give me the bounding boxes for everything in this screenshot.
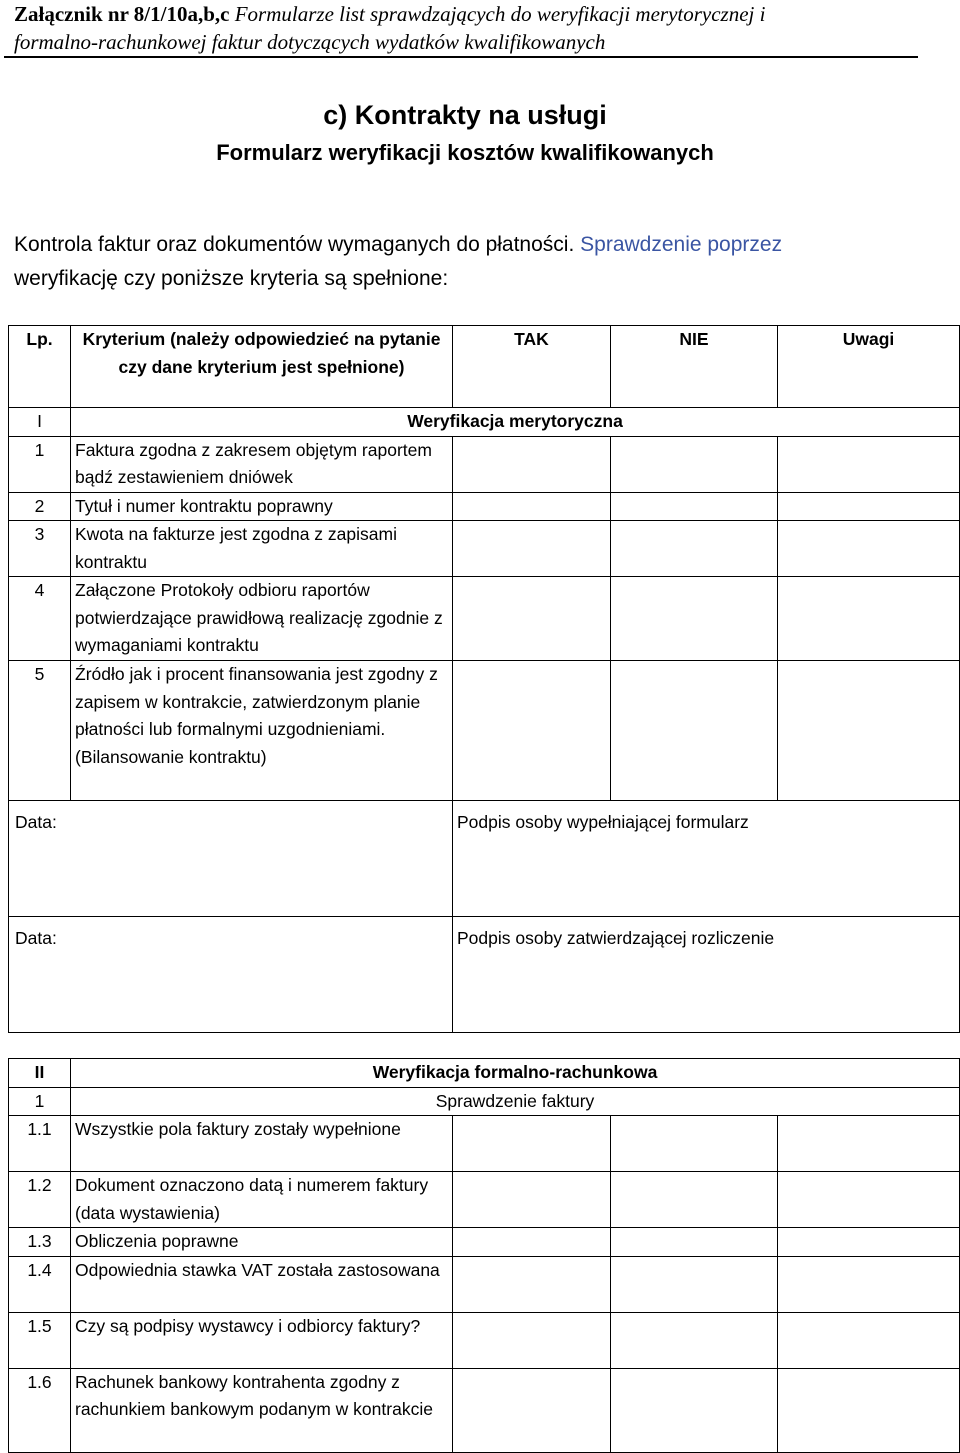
row-number: 1.5 bbox=[9, 1312, 71, 1368]
row-number: 3 bbox=[9, 521, 71, 577]
tak-cell[interactable] bbox=[453, 1228, 611, 1257]
row-criterion: Tytuł i numer kontraktu poprawny bbox=[71, 492, 453, 521]
row-number: 1.3 bbox=[9, 1228, 71, 1257]
table-row bbox=[9, 1172, 960, 1228]
section-row bbox=[9, 408, 960, 437]
table-row bbox=[9, 1116, 960, 1172]
table-row bbox=[9, 436, 960, 492]
table-row bbox=[9, 1312, 960, 1368]
section-number: I bbox=[9, 408, 71, 437]
uwagi-cell[interactable] bbox=[778, 1116, 960, 1172]
table-row bbox=[9, 1228, 960, 1257]
date-label: Data: bbox=[9, 917, 453, 1033]
nie-cell[interactable] bbox=[611, 492, 778, 521]
tak-cell[interactable] bbox=[453, 661, 611, 801]
nie-cell[interactable] bbox=[611, 1172, 778, 1228]
row-number: 2 bbox=[9, 492, 71, 521]
subsection-title: Sprawdzenie faktury bbox=[71, 1087, 960, 1116]
section-title: Weryfikacja merytoryczna bbox=[71, 408, 960, 437]
intro-paragraph bbox=[14, 228, 924, 296]
intro-text-1: Kontrola faktur oraz dokumentów wymaganych do płatności. bbox=[14, 233, 581, 256]
nie-cell[interactable] bbox=[611, 1368, 778, 1452]
nie-cell[interactable] bbox=[611, 1312, 778, 1368]
table-row bbox=[9, 577, 960, 661]
nie-cell[interactable] bbox=[611, 577, 778, 661]
tak-cell[interactable] bbox=[453, 1256, 611, 1312]
tak-cell[interactable] bbox=[453, 1368, 611, 1452]
uwagi-cell[interactable] bbox=[778, 1172, 960, 1228]
uwagi-cell[interactable] bbox=[778, 1228, 960, 1257]
row-criterion: Czy są podpisy wystawcy i odbiorcy faktury? bbox=[71, 1312, 453, 1368]
uwagi-cell[interactable] bbox=[778, 1368, 960, 1452]
col-header-uwagi: Uwagi bbox=[778, 326, 960, 408]
substantive-verification-table bbox=[8, 325, 960, 1033]
tak-cell[interactable] bbox=[453, 1312, 611, 1368]
signature-row bbox=[9, 801, 960, 917]
uwagi-cell[interactable] bbox=[778, 1256, 960, 1312]
row-criterion: Załączone Protokoły odbioru raportów potwierdzające prawidłową realizację zgodnie z wymaganiami kontraktu bbox=[71, 577, 453, 661]
tak-cell[interactable] bbox=[453, 577, 611, 661]
row-criterion: Wszystkie pola faktury zostały wypełnione bbox=[71, 1116, 453, 1172]
row-number: 4 bbox=[9, 577, 71, 661]
formal-accounting-verification-table bbox=[8, 1058, 960, 1453]
nie-cell[interactable] bbox=[611, 436, 778, 492]
section-number: II bbox=[9, 1059, 71, 1088]
document-subtitle: Formularz weryfikacji kosztów kwalifikowanych bbox=[216, 140, 714, 165]
table-row bbox=[9, 661, 960, 801]
signature-label: Podpis osoby zatwierdzającej rozliczenie bbox=[453, 917, 960, 1033]
uwagi-cell[interactable] bbox=[778, 1312, 960, 1368]
attachment-header bbox=[14, 0, 918, 56]
row-criterion: Kwota na fakturze jest zgodna z zapisami kontraktu bbox=[71, 521, 453, 577]
nie-cell[interactable] bbox=[611, 1228, 778, 1257]
intro-text-2: Sprawdzenie poprzez bbox=[580, 233, 783, 256]
signature-row bbox=[9, 917, 960, 1033]
uwagi-cell[interactable] bbox=[778, 492, 960, 521]
nie-cell[interactable] bbox=[611, 661, 778, 801]
nie-cell[interactable] bbox=[611, 1256, 778, 1312]
uwagi-cell[interactable] bbox=[778, 521, 960, 577]
table-row bbox=[9, 521, 960, 577]
intro-text-3: weryfikację czy poniższe kryteria są spełnione: bbox=[14, 267, 449, 290]
section-row bbox=[9, 1059, 960, 1088]
subsection-number: 1 bbox=[9, 1087, 71, 1116]
nie-cell[interactable] bbox=[611, 1116, 778, 1172]
attachment-title-line1: Formularze list sprawdzających do weryfikacji merytorycznej i bbox=[234, 2, 766, 26]
row-number: 1 bbox=[9, 436, 71, 492]
tak-cell[interactable] bbox=[453, 1172, 611, 1228]
row-number: 1.4 bbox=[9, 1256, 71, 1312]
table-header-row bbox=[9, 326, 960, 408]
row-number: 1.2 bbox=[9, 1172, 71, 1228]
col-header-nie: NIE bbox=[611, 326, 778, 408]
row-criterion: Dokument oznaczono datą i numerem faktury (data wystawienia) bbox=[71, 1172, 453, 1228]
row-number: 1.6 bbox=[9, 1368, 71, 1452]
subsection-row bbox=[9, 1087, 960, 1116]
tak-cell[interactable] bbox=[453, 492, 611, 521]
attachment-title-line2: formalno-rachunkowej faktur dotyczących wydatków kwalifikowanych bbox=[14, 30, 606, 54]
date-label: Data: bbox=[9, 801, 453, 917]
row-number: 5 bbox=[9, 661, 71, 801]
row-criterion: Obliczenia poprawne bbox=[71, 1228, 453, 1257]
attachment-number: Załącznik nr 8/1/10a,b,c bbox=[14, 2, 230, 26]
uwagi-cell[interactable] bbox=[778, 577, 960, 661]
row-criterion: Rachunek bankowy kontrahenta zgodny z rachunkiem bankowym podanym w kontrakcie bbox=[71, 1368, 453, 1452]
tak-cell[interactable] bbox=[453, 436, 611, 492]
row-criterion: Odpowiednia stawka VAT została zastosowana bbox=[71, 1256, 453, 1312]
header-divider bbox=[4, 56, 918, 58]
row-number: 1.1 bbox=[9, 1116, 71, 1172]
uwagi-cell[interactable] bbox=[778, 436, 960, 492]
uwagi-cell[interactable] bbox=[778, 661, 960, 801]
tak-cell[interactable] bbox=[453, 1116, 611, 1172]
nie-cell[interactable] bbox=[611, 521, 778, 577]
tak-cell[interactable] bbox=[453, 521, 611, 577]
section-title: Weryfikacja formalno-rachunkowa bbox=[71, 1059, 960, 1088]
table-row bbox=[9, 1368, 960, 1452]
col-header-criterion: Kryterium (należy odpowiedzieć na pytanie czy dane kryterium jest spełnione) bbox=[71, 326, 453, 408]
col-header-tak: TAK bbox=[453, 326, 611, 408]
row-criterion: Faktura zgodna z zakresem objętym raportem bądź zestawieniem dniówek bbox=[71, 436, 453, 492]
document-title: c) Kontrakty na usługi bbox=[323, 100, 607, 130]
col-header-lp: Lp. bbox=[9, 326, 71, 408]
table-row bbox=[9, 1256, 960, 1312]
signature-label: Podpis osoby wypełniającej formularz bbox=[453, 801, 960, 917]
table-row bbox=[9, 492, 960, 521]
row-criterion: Źródło jak i procent finansowania jest zgodny z zapisem w kontrakcie, zatwierdzonym planie płatności lub formalnymi uzgodnieniami. (Bilansowanie kontraktu) bbox=[71, 661, 453, 801]
